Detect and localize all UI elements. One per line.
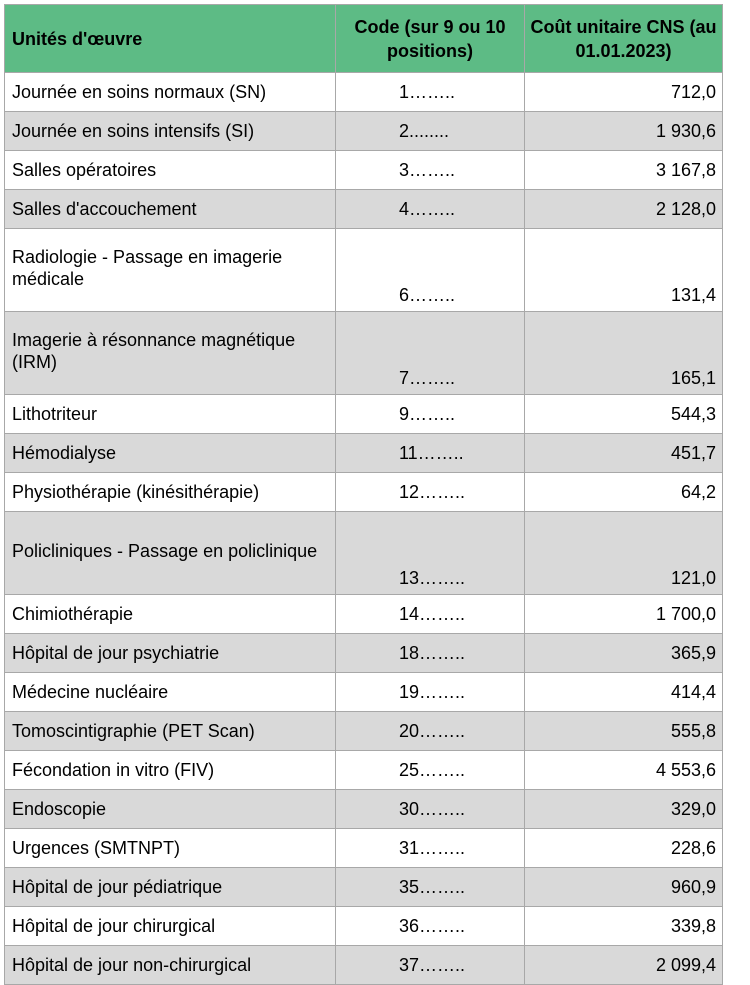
code-cell: 9……..	[336, 395, 525, 434]
table-row	[5, 512, 723, 595]
table-row	[5, 229, 723, 312]
cost-cell: 4 553,6	[525, 751, 723, 790]
table-row	[5, 112, 723, 151]
cost-cell: 712,0	[525, 73, 723, 112]
unit-cell: Tomoscintigraphie (PET Scan)	[5, 712, 336, 751]
unit-cell: Radiologie - Passage en imagerie médicale	[5, 229, 336, 312]
header-cost: Coût unitaire CNS (au 01.01.2023)	[525, 5, 723, 73]
unit-cell: Journée en soins normaux (SN)	[5, 73, 336, 112]
table-row	[5, 151, 723, 190]
code-cell: 6……..	[336, 229, 525, 312]
table-row	[5, 946, 723, 985]
unit-cell: Physiothérapie (kinésithérapie)	[5, 473, 336, 512]
unit-cell: Hôpital de jour non-chirurgical	[5, 946, 336, 985]
code-cell: 18……..	[336, 634, 525, 673]
header-code: Code (sur 9 ou 10 positions)	[336, 5, 525, 73]
unit-cell: Fécondation in vitro (FIV)	[5, 751, 336, 790]
cost-cell: 414,4	[525, 673, 723, 712]
cost-cell: 1 930,6	[525, 112, 723, 151]
cost-cell: 2 099,4	[525, 946, 723, 985]
cost-cell: 555,8	[525, 712, 723, 751]
table-body	[5, 73, 723, 985]
code-cell: 20……..	[336, 712, 525, 751]
unit-cell: Salles d'accouchement	[5, 190, 336, 229]
table-row	[5, 434, 723, 473]
table-row	[5, 712, 723, 751]
table-row	[5, 312, 723, 395]
header-row	[5, 5, 723, 73]
cost-cell: 165,1	[525, 312, 723, 395]
code-cell: 25……..	[336, 751, 525, 790]
code-cell: 19……..	[336, 673, 525, 712]
table-row	[5, 73, 723, 112]
unit-cell: Journée en soins intensifs (SI)	[5, 112, 336, 151]
code-cell: 1……..	[336, 73, 525, 112]
code-cell: 12……..	[336, 473, 525, 512]
unit-cell: Hôpital de jour psychiatrie	[5, 634, 336, 673]
cost-cell: 131,4	[525, 229, 723, 312]
cost-cell: 329,0	[525, 790, 723, 829]
table-row	[5, 751, 723, 790]
unit-cell: Urgences (SMTNPT)	[5, 829, 336, 868]
unit-cell: Endoscopie	[5, 790, 336, 829]
header-unit: Unités d'œuvre	[5, 5, 336, 73]
unit-cell: Imagerie à résonnance magnétique (IRM)	[5, 312, 336, 395]
cost-table-container	[4, 4, 723, 985]
code-cell: 36……..	[336, 907, 525, 946]
table-row	[5, 190, 723, 229]
cost-cell: 960,9	[525, 868, 723, 907]
cost-cell: 121,0	[525, 512, 723, 595]
table-row	[5, 907, 723, 946]
table-row	[5, 673, 723, 712]
table-row	[5, 829, 723, 868]
code-cell: 7……..	[336, 312, 525, 395]
code-cell: 37……..	[336, 946, 525, 985]
table-row	[5, 790, 723, 829]
cost-cell: 451,7	[525, 434, 723, 473]
table-row	[5, 473, 723, 512]
code-cell: 30……..	[336, 790, 525, 829]
table-row	[5, 395, 723, 434]
unit-cell: Hôpital de jour pédiatrique	[5, 868, 336, 907]
unit-cell: Lithotriteur	[5, 395, 336, 434]
unit-cell: Médecine nucléaire	[5, 673, 336, 712]
cost-cell: 339,8	[525, 907, 723, 946]
code-cell: 11……..	[336, 434, 525, 473]
table-header	[5, 5, 723, 73]
unit-cell: Salles opératoires	[5, 151, 336, 190]
code-cell: 35……..	[336, 868, 525, 907]
cost-cell: 228,6	[525, 829, 723, 868]
cost-cell: 365,9	[525, 634, 723, 673]
cost-cell: 3 167,8	[525, 151, 723, 190]
code-cell: 4……..	[336, 190, 525, 229]
code-cell: 13……..	[336, 512, 525, 595]
table-row	[5, 595, 723, 634]
unit-cell: Hôpital de jour chirurgical	[5, 907, 336, 946]
code-cell: 31……..	[336, 829, 525, 868]
cost-cell: 544,3	[525, 395, 723, 434]
unit-cell: Chimiothérapie	[5, 595, 336, 634]
cost-cell: 1 700,0	[525, 595, 723, 634]
cost-cell: 64,2	[525, 473, 723, 512]
table-row	[5, 868, 723, 907]
code-cell: 2........	[336, 112, 525, 151]
code-cell: 3……..	[336, 151, 525, 190]
unit-cell: Policliniques - Passage en policlinique	[5, 512, 336, 595]
code-cell: 14……..	[336, 595, 525, 634]
cost-cell: 2 128,0	[525, 190, 723, 229]
table-row	[5, 634, 723, 673]
cost-table	[4, 4, 723, 985]
unit-cell: Hémodialyse	[5, 434, 336, 473]
